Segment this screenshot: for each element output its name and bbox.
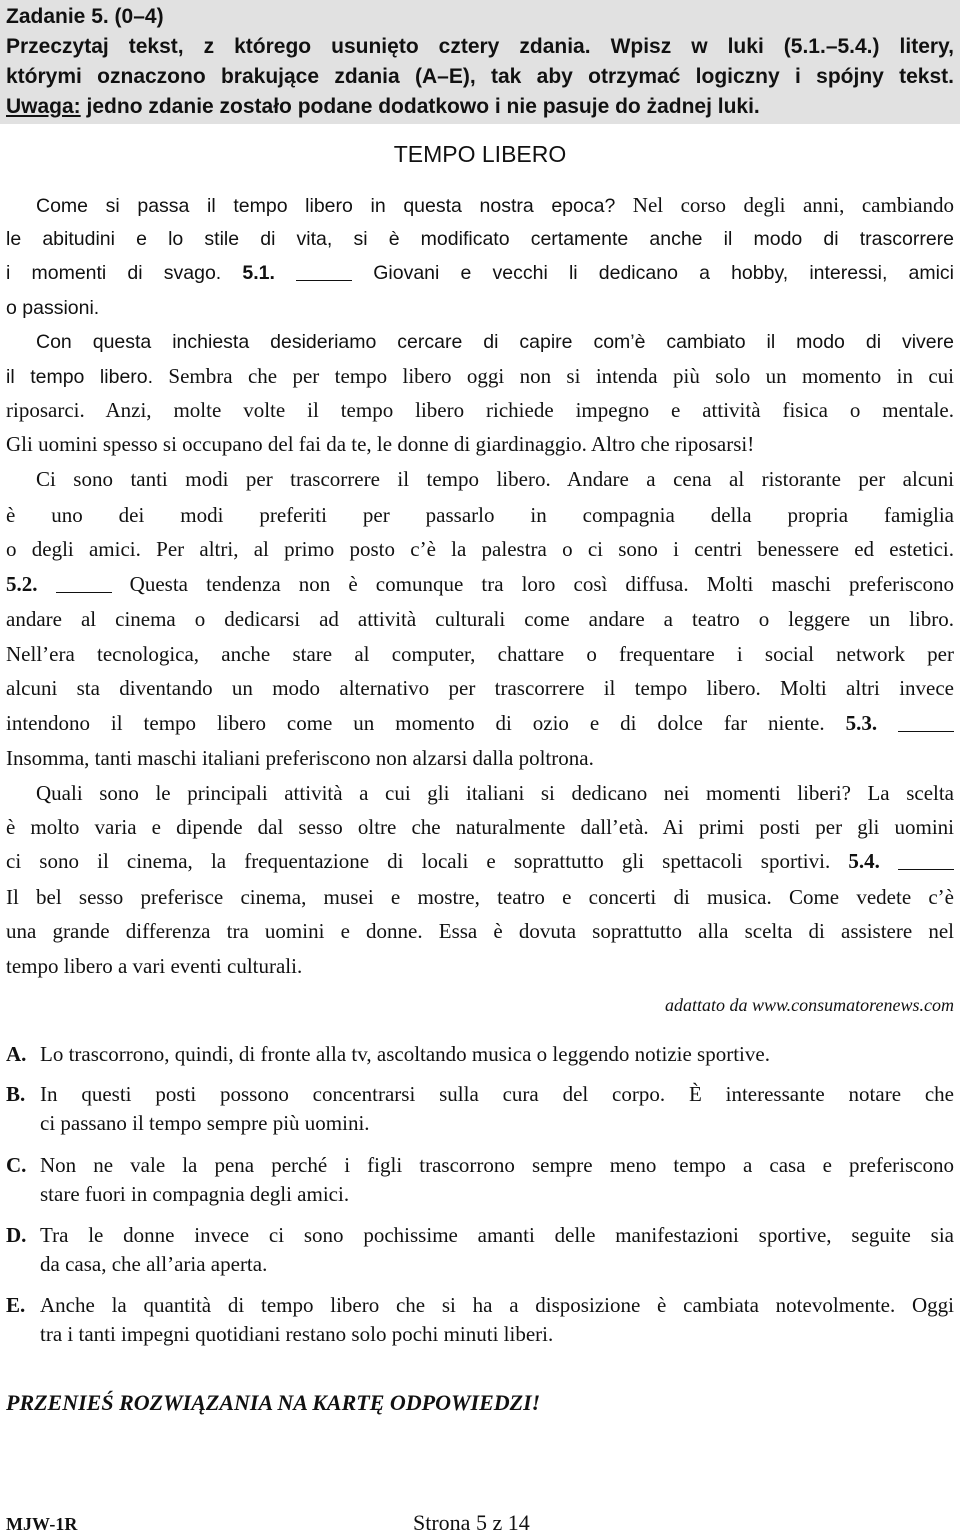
text-line: Il bel sesso preferisce cinema, musei e mostre, teatro e concerti di musica. Come vedete c’è [6,885,954,909]
text-line: ci sono il cinema, la frequentazione di locali e soprattutto gli spettacoli sportivi. 5.4. [6,846,954,876]
gap-5-1-label: 5.1. [242,262,275,284]
text-line: Come si passa il tempo libero in questa nostra epoca? Nel corso degli anni, cambiando [36,193,954,217]
text-line: Con questa inchiesta desideriamo cercare di capire com’è cambiato il modo di vivere [36,331,954,353]
option-text: Lo trascorrono, quindi, di fronte alla tv, ascoltando musica o leggendo notizie sportive. [40,1042,770,1066]
task-instruction-line-1: Przeczytaj tekst, z którego usunięto cztery zdania. Wpisz w luki (5.1.–5.4.) litery, [6,35,954,58]
task-title: Zadanie 5. (0–4) [6,5,164,28]
text-line: intendono il tempo libero come un momento di ozio e di dolce far niente. 5.3. [6,708,954,738]
note-label: Uwaga: [6,95,81,118]
task-instruction-line-2: którymi oznaczono brakujące zdania (A–E), tak aby otrzymać logiczny i spójny tekst. [6,65,954,88]
text-line: alcuni sta diventando un modo alternativo per trascorrere il tempo libero. Molti altri invece [6,676,954,700]
option-letter: C. [6,1153,27,1177]
gap-5-4[interactable] [898,851,954,870]
source-citation: adattato da www.consumatorenews.com [665,995,954,1015]
option-text: Non ne vale la pena perché i figli trascorrono sempre meno tempo a casa e preferiscono [40,1153,954,1177]
gap-5-3[interactable] [898,713,954,732]
transfer-answers-note: PRZENIEŚ ROZWIĄZANIA NA KARTĘ ODPOWIEDZI! [6,1390,541,1415]
option-text: ci passano il tempo sempre più uomini. [40,1111,370,1135]
option-text: Tra le donne invece ci sono pochissime amanti delle manifestazioni sportive, seguite sia [40,1223,954,1247]
text-line: Ci sono tanti modi per trascorrere il tempo libero. Andare a cena al ristorante per alcuni [36,467,954,491]
text-line: Gli uomini spesso si occupano del fai da te, le donne di giardinaggio. Altro che riposarsi! [6,432,755,456]
text-line: o degli amici. Per altri, al primo posto c’è la palestra o ci sono i centri benessere ed estetici. [6,537,954,561]
exam-code: MJW-1R [6,1514,78,1534]
text-line: tempo libero a vari eventi culturali. [6,954,303,978]
gap-5-2[interactable] [56,574,112,593]
gap-5-2-label: 5.2. [6,572,38,596]
option-text: tra i tanti impegni quotidiani restano solo pochi minuti liberi. [40,1322,554,1346]
text-title: TEMPO LIBERO [393,141,567,167]
option-letter: D. [6,1223,27,1247]
page-number: Strona 5 z 14 [413,1510,530,1535]
gap-5-1[interactable] [296,262,352,281]
task-header [0,0,960,124]
option-text: Anche la quantità di tempo libero che si ha a disposizione è cambiata notevolmente. Oggi [40,1293,954,1317]
text-line: i momenti di svago. 5.1. Giovani e vecchi li dedicano a hobby, interessi, amici [6,262,955,284]
option-text: In questi posti possono concentrarsi sulla cura del corpo. È interessante notare che [40,1082,954,1106]
text-line: il tempo libero. Sembra che per tempo libero oggi non si intenda più solo un momento in cui [6,364,955,388]
text-line: 5.2. Questa tendenza non è comunque tra loro così diffusa. Molti maschi preferiscono [6,572,954,596]
option-text: stare fuori in compagnia degli amici. [40,1182,350,1206]
gap-5-3-label: 5.3. [845,711,878,735]
option-letter: E. [6,1293,26,1317]
option-text: da casa, che all’aria aperta. [40,1252,268,1276]
option-letter: A. [6,1042,27,1066]
text-line: Insomma, tanti maschi italiani preferiscono non alzarsi dalla poltrona. [6,746,594,770]
note-text: jedno zdanie zostało podane dodatkowo i nie pasuje do żadnej luki. [80,95,760,118]
text-line: riposarci. Anzi, molte volte il tempo libero richiede impegno e attività fisica o mentale. [6,398,954,422]
text-line: andare al cinema o dedicarsi ad attività culturali come andare a teatro o leggere un libro. [6,607,954,631]
gap-5-4-label: 5.4. [848,849,880,873]
text-line: una grande differenza tra uomini e donne. Essa è dovuta soprattutto alla scelta di assistere nel [6,919,954,943]
text-line: le abitudini e lo stile di vita, si è modificato certamente anche il modo di trascorrere [6,228,954,250]
text-line: o passioni. [6,297,100,319]
text-line: è molto varia e dipende dal sesso oltre che naturalmente dall’età. Ai primi posti per gli uomini [6,815,954,839]
option-letter: B. [6,1082,26,1106]
text-line: è uno dei modi preferiti per passarlo in compagnia della propria famiglia [6,503,954,527]
task-note [6,92,954,122]
text-line: Nell’era tecnologica, anche stare al computer, chattare o frequentare i social network per [6,642,954,666]
text-line: Quali sono le principali attività a cui gli italiani si dedicano nei momenti liberi? La scelta [36,781,954,805]
